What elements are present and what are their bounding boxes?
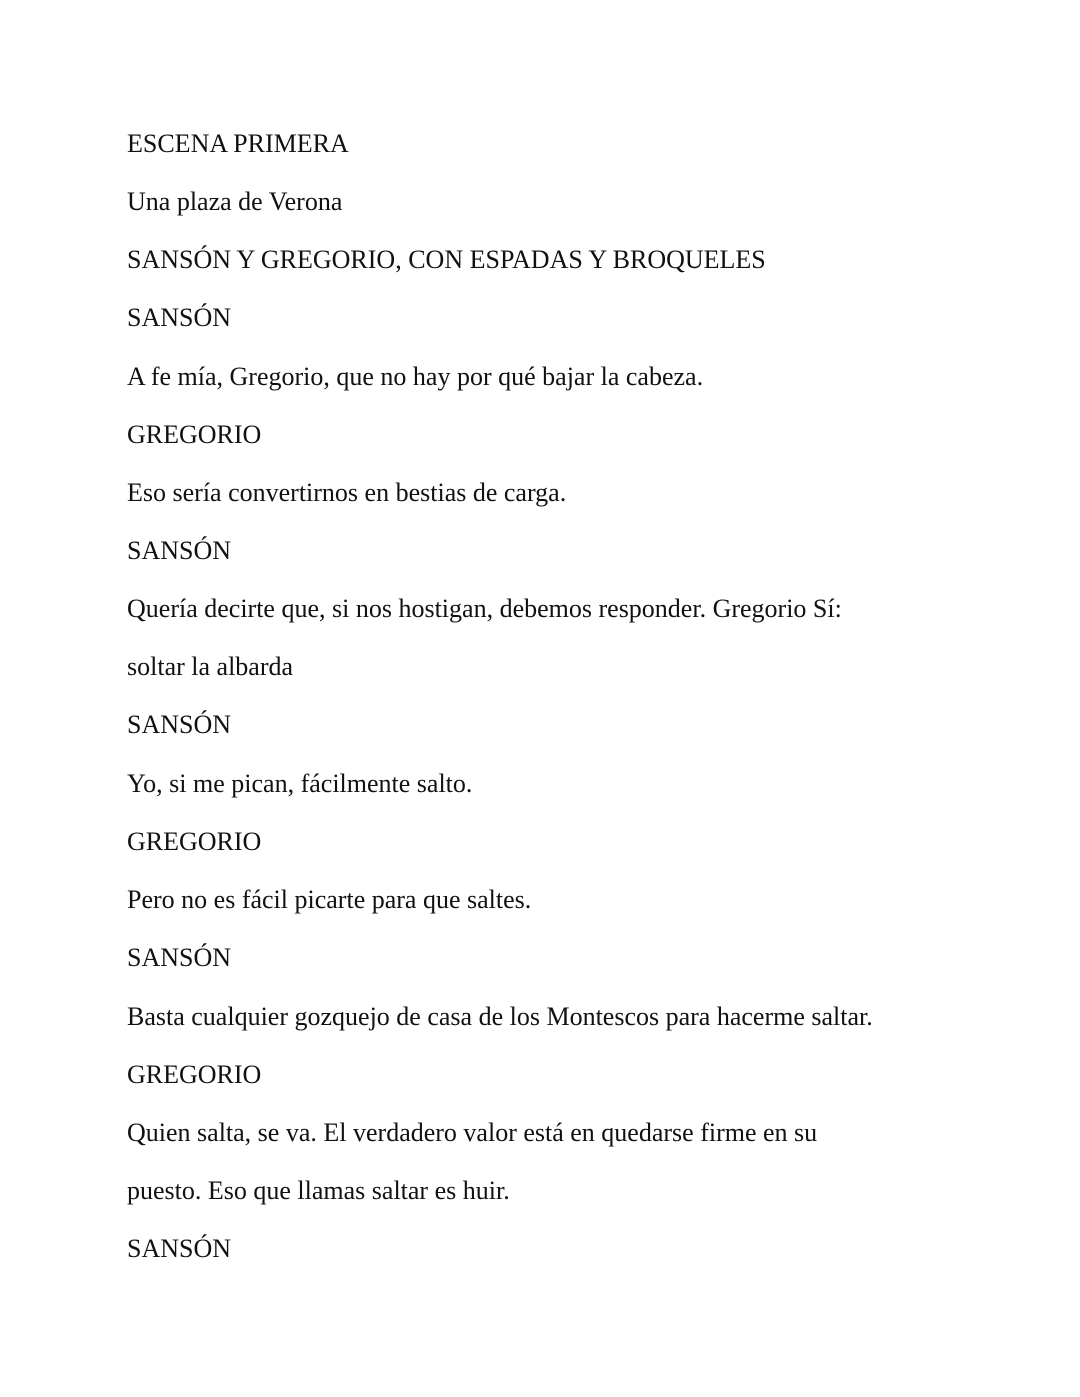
- dialogue-line: Eso sería convertirnos en bestias de carga.: [127, 478, 567, 507]
- speaker-name: SANSÓN: [127, 303, 232, 332]
- dialogue-line: Pero no es fácil picarte para que saltes.: [127, 885, 532, 914]
- speaker-name: SANSÓN: [127, 710, 232, 739]
- speaker-name: GREGORIO: [127, 827, 262, 856]
- stage-direction: SANSÓN Y GREGORIO, CON ESPADAS Y BROQUELES: [127, 245, 766, 274]
- dialogue-line: Quien salta, se va. El verdadero valor está en quedarse firme en su: [127, 1118, 818, 1147]
- setting-line: Una plaza de Verona: [127, 187, 343, 216]
- scene-heading: ESCENA PRIMERA: [127, 129, 349, 158]
- dialogue-line: Basta cualquier gozquejo de casa de los Montescos para hacerme saltar.: [127, 1002, 873, 1031]
- speaker-name: GREGORIO: [127, 420, 262, 449]
- dialogue-line: puesto. Eso que llamas saltar es huir.: [127, 1176, 510, 1205]
- speaker-name: SANSÓN: [127, 1234, 232, 1263]
- dialogue-line: soltar la albarda: [127, 652, 294, 681]
- dialogue-line: A fe mía, Gregorio, que no hay por qué bajar la cabeza.: [127, 362, 704, 391]
- speaker-name: SANSÓN: [127, 943, 232, 972]
- dialogue-line: Yo, si me pican, fácilmente salto.: [127, 769, 473, 798]
- speaker-name: GREGORIO: [127, 1060, 262, 1089]
- speaker-name: SANSÓN: [127, 536, 232, 565]
- dialogue-line: Quería decirte que, si nos hostigan, debemos responder. Gregorio Sí:: [127, 594, 842, 623]
